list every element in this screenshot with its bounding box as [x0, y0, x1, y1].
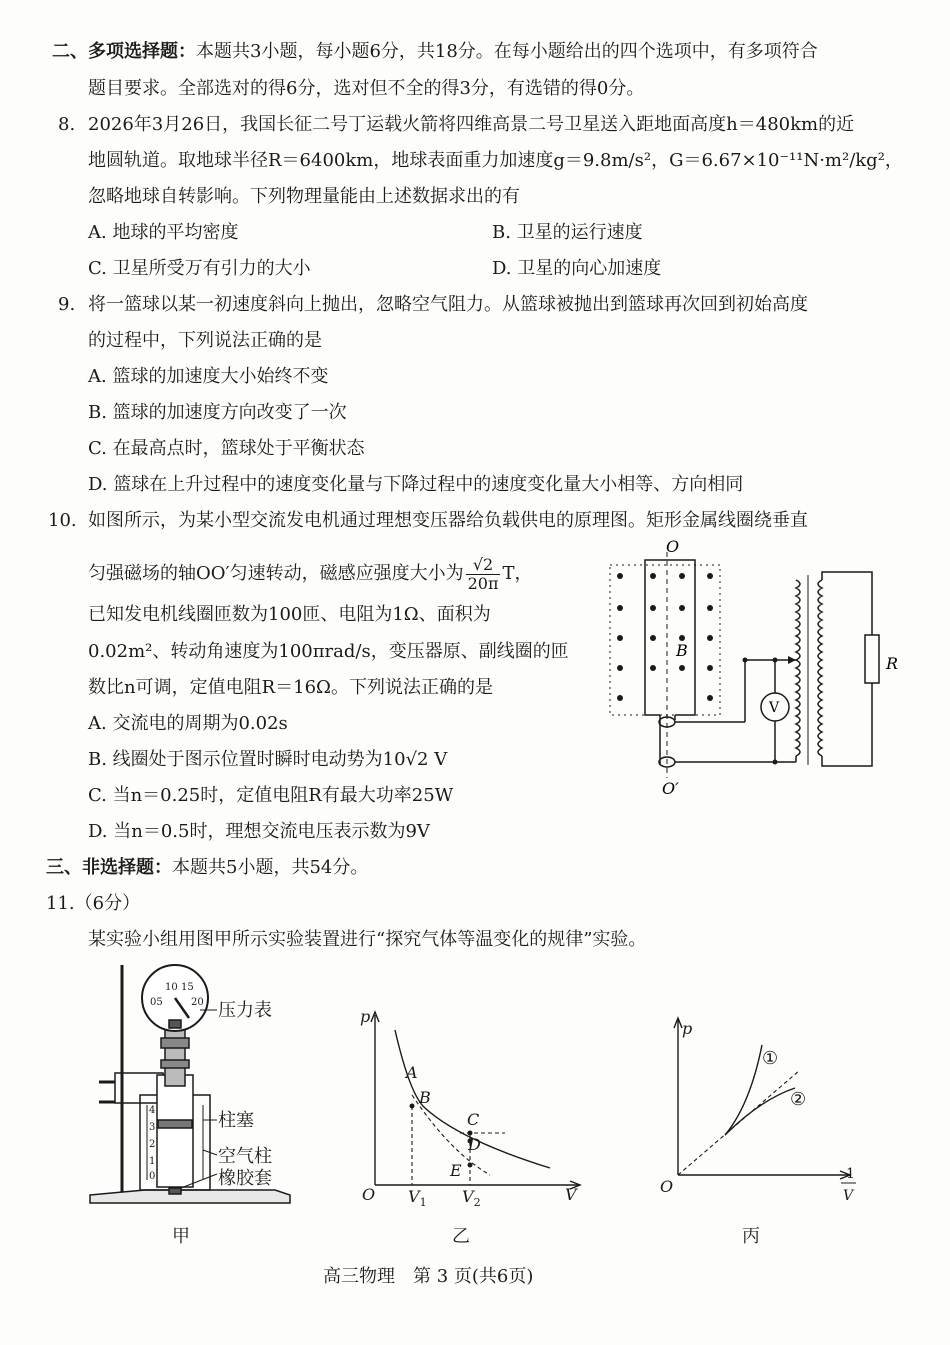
caption-yi: 乙	[452, 1226, 470, 1247]
load-wire-top	[822, 572, 872, 635]
label-air-column: 空气柱	[218, 1146, 272, 1167]
q10-option-b: B. 线圈处于图示位置时瞬时电动势为10√2 V	[88, 749, 448, 770]
tap-arrow	[788, 656, 796, 664]
secondary-coil	[818, 580, 822, 756]
q9-line1: 将一篮球以某一初速度斜向上抛出，忽略空气阻力。从篮球被抛出到篮球再次回到初始高度	[88, 294, 808, 315]
generator-circuit-figure	[600, 540, 910, 800]
q9-option-d: D. 篮球在上升过程中的速度变化量与下降过程中的速度变化量大小相等、方向相同	[88, 474, 744, 495]
q8-number: 8.	[58, 114, 76, 135]
apparatus-figure	[85, 960, 305, 1210]
section2-heading: 二、多项选择题：	[52, 41, 196, 62]
label-d: D	[468, 1135, 481, 1154]
label-x-denominator: V	[843, 1188, 854, 1204]
q9-number: 9.	[58, 294, 76, 315]
q10-option-d: D. 当n＝0.5时，理想交流电压表示数为9V	[88, 821, 430, 842]
label-v2	[462, 1187, 481, 1209]
q9-option-b: B. 篮球的加速度方向改变了一次	[88, 402, 347, 423]
q8-line2: 地圆轨道。取地球半径R＝6400km，地球表面重力加速度g＝9.8m/s²，G＝6.67×10⁻¹¹N·m²/kg²，	[88, 150, 903, 171]
q8-option-a: A. 地球的平均密度	[88, 222, 239, 243]
label-voltmeter: V	[769, 700, 780, 716]
label-piston: 柱塞	[218, 1110, 254, 1131]
label-p: p	[682, 1019, 693, 1038]
caption-bing: 丙	[742, 1226, 760, 1247]
label-a: A	[406, 1063, 418, 1082]
field-boundary	[610, 565, 720, 715]
page-footer: 高三物理 第 3 页(共6页)	[323, 1266, 534, 1287]
q10-line2	[88, 552, 533, 596]
label-b: B	[676, 641, 688, 660]
label-resistor: R	[886, 654, 899, 673]
label-gauge: 压力表	[218, 1000, 272, 1021]
label-v2-sub: 2	[473, 1196, 481, 1209]
label-c: C	[467, 1110, 480, 1129]
section2-desc2: 题目要求。全部选对的得6分，选对但不全的得3分，有选错的得0分。	[88, 78, 645, 99]
scale-4: 4	[149, 1105, 156, 1116]
q11-number: 11.（6分）	[46, 893, 141, 914]
caption-jia: 甲	[172, 1226, 190, 1247]
label-curve-2: ②	[790, 1089, 807, 1110]
label-origin: O	[362, 1185, 376, 1204]
q10-line2a: 匀强磁场的轴OO′匀速转动，磁感应强度大小为	[88, 563, 464, 584]
label-curve-1: ①	[762, 1048, 779, 1069]
q10-number: 10.	[48, 510, 77, 531]
section3-heading: 三、非选择题：	[46, 857, 172, 878]
section2-desc1: 本题共3小题，每小题6分，共18分。在每小题给出的四个选项中，有多项符合	[196, 41, 818, 62]
fraction-denominator: 20π	[467, 573, 499, 593]
label-e: E	[450, 1161, 462, 1180]
q10-line2b: T，	[502, 563, 533, 584]
q10-option-c: C. 当n＝0.25时，定值电阻R有最大功率25W	[88, 785, 454, 806]
section2-line1	[52, 41, 818, 63]
rubber-cap	[169, 1188, 181, 1194]
scale-0: 0	[149, 1171, 156, 1182]
load-wire-bottom	[822, 683, 872, 766]
q10-option-a: A. 交流电的周期为0.02s	[88, 713, 288, 734]
fraction-numerator: √2	[466, 556, 501, 575]
q8-option-b: B. 卫星的运行速度	[492, 222, 643, 243]
curve-1	[725, 1045, 762, 1135]
label-b: B	[419, 1088, 431, 1107]
q8-option-d: D. 卫星的向心加速度	[492, 258, 662, 279]
q10-line4: 0.02m²、转动角速度为100πrad/s，变压器原、副线圈的匝	[88, 641, 569, 662]
section3-desc: 本题共5小题，共54分。	[172, 857, 369, 878]
label-v: V	[565, 1185, 577, 1204]
primary-coil	[796, 580, 800, 756]
dial-mark-20: 20	[191, 997, 204, 1008]
label-x-numerator: 1	[846, 1166, 855, 1182]
pv-graph-figure	[350, 1000, 590, 1210]
piston-stem	[165, 1028, 185, 1086]
q8-line1: 2026年3月26日，我国长征二号丁运载火箭将四维高景二号卫星送入距地面高度h＝480km的近	[88, 114, 855, 135]
syringe-barrel	[157, 1075, 193, 1187]
label-o-top: O	[666, 540, 680, 556]
q10-line1: 如图所示，为某小型交流发电机通过理想变压器给负载供电的原理图。矩形金属线圈绕垂直	[88, 510, 808, 531]
q9-line2: 的过程中，下列说法正确的是	[88, 330, 322, 351]
piston-head	[158, 1120, 192, 1128]
dial-mark-15: 15	[181, 982, 194, 993]
label-v1	[408, 1187, 427, 1209]
q8-option-c: C. 卫星所受万有引力的大小	[88, 258, 311, 279]
scale-2: 2	[149, 1139, 156, 1150]
q10-line3: 已知发电机线圈匝数为100匝、电阻为1Ω、面积为	[88, 604, 491, 625]
label-p: p	[360, 1007, 371, 1026]
label-v1-main: V	[408, 1187, 420, 1206]
q8-line3: 忽略地球自转影响。下列物理量能由上述数据求出的有	[88, 186, 520, 207]
q10-line5: 数比n可调，定值电阻R＝16Ω。下列说法正确的是	[88, 677, 493, 698]
field-dots	[617, 573, 778, 765]
q9-option-a: A. 篮球的加速度大小始终不变	[88, 366, 329, 387]
dial-mark-10: 10	[165, 982, 178, 993]
curve-2	[725, 1088, 795, 1135]
b-field-fraction	[466, 556, 501, 593]
p-inverse-v-figure	[650, 1010, 880, 1210]
scale-1: 1	[149, 1156, 156, 1167]
q11-line1: 某实验小组用图甲所示实验装置进行“探究气体等温变化的规律”实验。	[88, 929, 647, 950]
label-origin: O	[660, 1177, 674, 1196]
scale-3: 3	[149, 1122, 156, 1133]
label-rubber: 橡胶套	[218, 1168, 272, 1189]
section3-line	[46, 857, 368, 879]
resistor-r	[865, 635, 879, 683]
label-v2-main: V	[462, 1187, 474, 1206]
label-o-bottom: O′	[662, 779, 679, 798]
label-v1-sub: 1	[419, 1196, 427, 1209]
dial-mark-05: 05	[150, 997, 163, 1008]
stand-base	[90, 1190, 290, 1203]
q9-option-c: C. 在最高点时，篮球处于平衡状态	[88, 438, 365, 459]
